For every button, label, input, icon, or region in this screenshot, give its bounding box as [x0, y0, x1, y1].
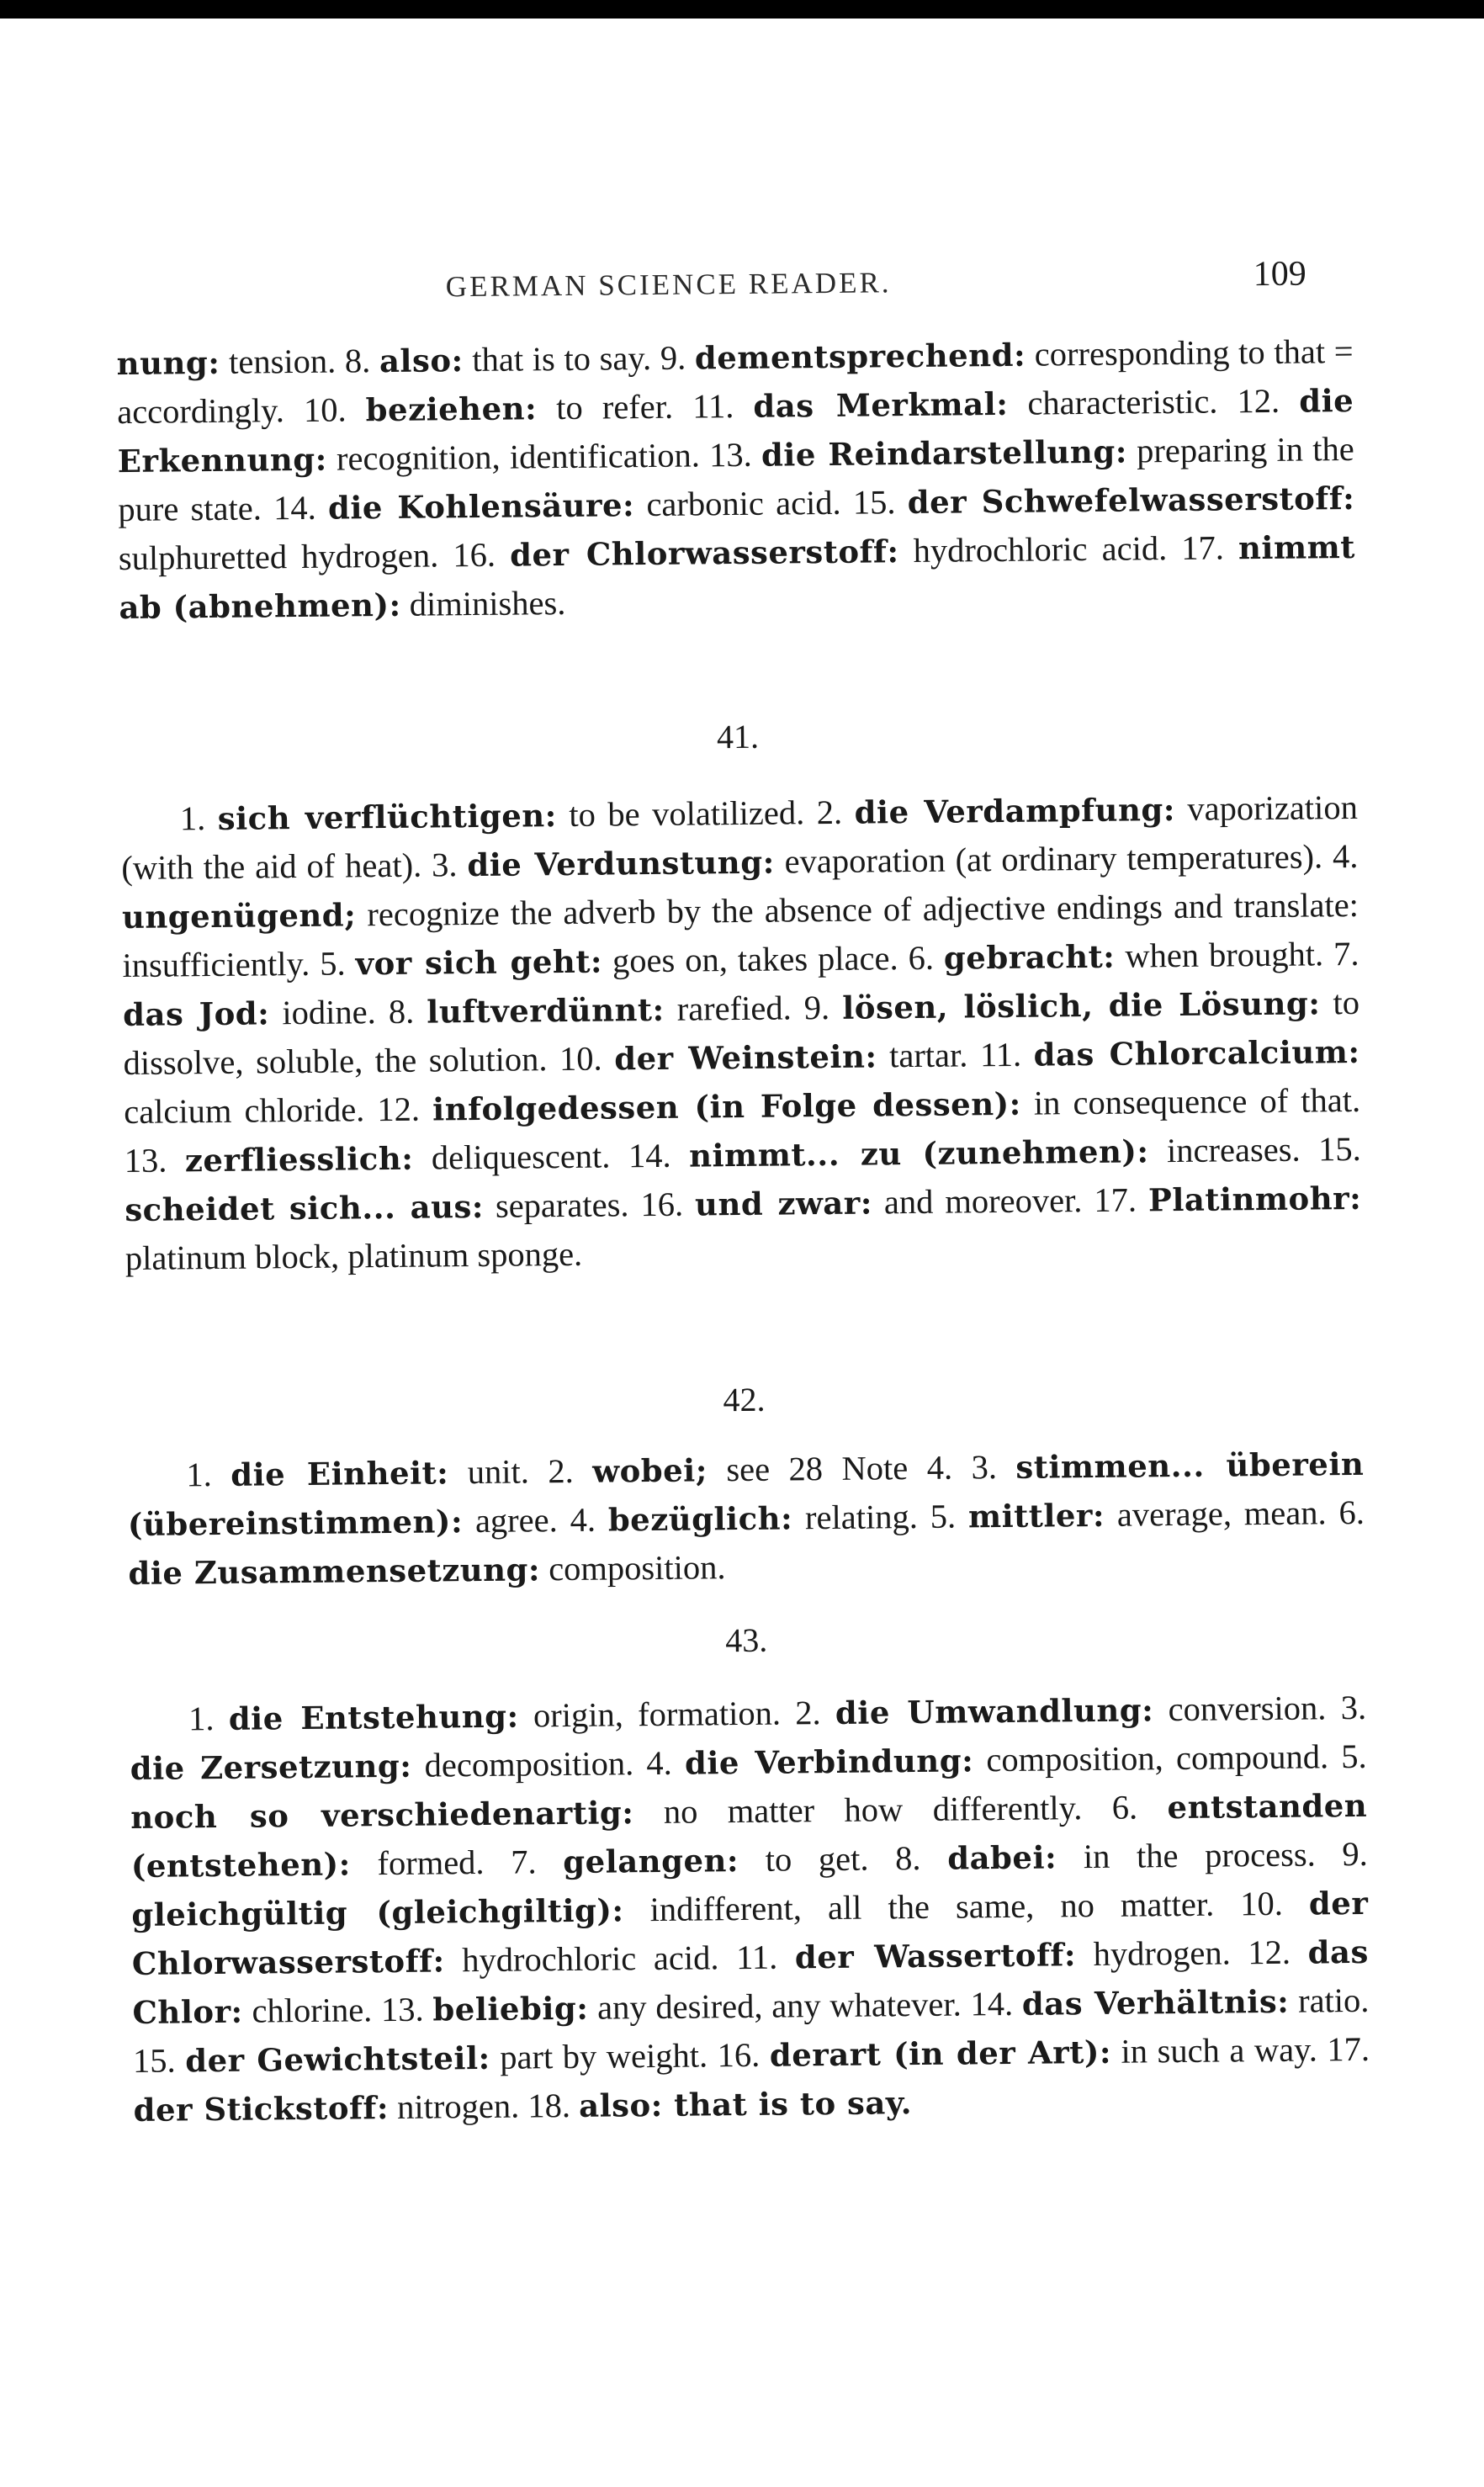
headword: noch so verschiedenartig: — [130, 1794, 634, 1836]
headword: der Schwefelwasserstoff: — [907, 479, 1355, 522]
gloss: agree. 4. — [462, 1500, 609, 1540]
headword: die Zersetzung: — [130, 1747, 412, 1787]
gloss: any desired, any whatever. 14. — [588, 1984, 1023, 2027]
headword: beziehen: — [365, 390, 538, 429]
notes-paragraph-42 — [127, 1440, 1365, 1598]
gloss: indifferent, all the same, no matter. 10. — [623, 1884, 1310, 1929]
headword: die Entstehung: — [228, 1697, 519, 1737]
gloss: 1. — [186, 1455, 231, 1494]
headword: vor sich geht: — [355, 942, 603, 983]
headword: gleichgültig (gleichgiltig): — [131, 1891, 624, 1933]
gloss: see 28 Note 4. 3. — [707, 1447, 1016, 1489]
gloss: goes on, takes place. 6. — [602, 938, 945, 980]
gloss: in the process. 9. — [1056, 1834, 1368, 1876]
headword: also: that is to say. — [578, 2084, 913, 2124]
headword: das Merkmal: — [753, 384, 1009, 425]
gloss: sulphuretted hydrogen. 16. — [118, 535, 511, 578]
gloss: that is to say. 9. — [463, 338, 696, 379]
gloss: and moreover. 17. — [872, 1180, 1149, 1222]
gloss: tartar. 11. — [877, 1035, 1034, 1075]
headword: die Einheit: — [231, 1454, 449, 1493]
gloss: carbonic acid. 15. — [634, 483, 908, 524]
gloss: to refer. 11. — [536, 386, 754, 427]
gloss: rarefied. 9. — [664, 988, 843, 1028]
headword: infolgedessen (in Folge dessen): — [432, 1084, 1021, 1128]
gloss: to be volatilized. 2. — [556, 793, 855, 835]
headword: ungenügend; — [121, 896, 357, 936]
headword: beliebig: — [432, 1989, 589, 2028]
gloss: ratio. 15. — [132, 1981, 1370, 2080]
gloss: hydrogen. 12. — [1075, 1933, 1308, 1974]
continued-notes — [116, 327, 1355, 632]
notes-section-43 — [130, 1684, 1370, 2134]
headword: das Verhältnis: — [1021, 1982, 1290, 2023]
gloss: to get. 8. — [738, 1838, 948, 1880]
headword: die Verdunstung: — [467, 843, 775, 884]
gloss: origin, formation. 2. — [518, 1693, 836, 1735]
gloss: relating. 5. — [792, 1497, 969, 1537]
gloss: when brought. 7. — [1115, 934, 1359, 975]
gloss: tension. 8. — [220, 342, 380, 381]
headword: die Kohlensäure: — [327, 486, 635, 527]
headword: bezüglich: — [607, 1499, 793, 1539]
gloss: part by weight. 16. — [490, 2035, 771, 2076]
gloss: to dissolve, soluble, the solution. 10. — [123, 983, 1360, 1083]
headword: der Gewichtsteil: — [185, 2039, 490, 2080]
headword: nimmt... zu (zunehmen): — [688, 1132, 1149, 1175]
headword: dabei: — [946, 1838, 1057, 1877]
notes-paragraph-43 — [130, 1684, 1370, 2134]
headword: also: — [379, 342, 464, 380]
notes-section-41 — [121, 783, 1362, 1282]
gloss: 1. — [188, 1699, 230, 1738]
page-number: 109 — [1253, 254, 1306, 294]
gloss: platinum block, platinum sponge. — [125, 1234, 583, 1278]
headword: stimmen... überein (übereinstimmen): — [127, 1445, 1365, 1544]
section-number-42: 42. — [723, 1380, 766, 1419]
headword: das Jod: — [122, 994, 270, 1034]
headword: gelangen: — [563, 1842, 739, 1881]
gloss: decomposition. 4. — [411, 1743, 686, 1784]
gloss: characteristic. 12. — [1008, 381, 1300, 422]
headword: der Weinstein: — [613, 1037, 877, 1078]
headword: das Chlor: — [132, 1933, 1370, 2031]
gloss: 1. — [179, 798, 219, 838]
gloss: calcium chloride. 12. — [123, 1090, 433, 1132]
gloss: corresponding to that = accordingly. 10. — [117, 331, 1354, 432]
gloss: evaporation (at ordinary temperatures). 4. — [774, 836, 1359, 881]
headword: luftverdünnt: — [427, 990, 665, 1031]
headword: dementsprechend: — [694, 336, 1026, 377]
running-head: GERMAN SCIENCE READER. — [445, 266, 892, 304]
headword: zerfliesslich: — [184, 1139, 414, 1180]
headword: der Chlorwasserstoff: — [509, 533, 899, 574]
headword: der Stickstoff: — [133, 2089, 390, 2129]
gloss: vaporization (with the aid of heat). 3. — [121, 787, 1359, 888]
section-number-41: 41. — [716, 717, 760, 756]
headword: gebracht: — [943, 937, 1116, 977]
gloss: in consequence of that. 13. — [124, 1080, 1361, 1180]
continued-notes-paragraph — [116, 327, 1355, 632]
notes-paragraph-41 — [121, 783, 1362, 1282]
gloss: average, mean. 6. — [1104, 1493, 1365, 1534]
headword: der Chlorwasserstoff: — [131, 1884, 1369, 1982]
headword: die Reindarstellung: — [761, 432, 1128, 474]
gloss: composition, compound. 5. — [973, 1737, 1367, 1779]
gloss: chlorine. 13. — [242, 1990, 433, 2030]
gloss: iodine. 8. — [269, 992, 427, 1032]
headword: mittler: — [967, 1496, 1105, 1535]
headword: die Umwandlung: — [835, 1691, 1154, 1731]
gloss: separates. 16. — [483, 1185, 696, 1225]
gloss: conversion. 3. — [1153, 1688, 1367, 1729]
headword: die Zusammensetzung: — [128, 1551, 541, 1593]
section-number-43: 43. — [725, 1620, 768, 1660]
headword: lösen, löslich, die Lösung: — [842, 984, 1321, 1026]
gloss: hydrochloric acid. 11. — [444, 1938, 796, 1980]
gloss: nitrogen. 18. — [388, 2086, 580, 2127]
headword: sich verflüchtigen: — [217, 797, 558, 837]
gloss: recognize the adverb by the absence of adjective endings and translate: insufficiently. 5. — [122, 885, 1359, 985]
gloss: deliquescent. 14. — [413, 1136, 690, 1177]
headword: die Verdampfung: — [854, 791, 1176, 831]
headword: derart (in der Art): — [769, 2033, 1112, 2074]
headword: entstanden (entstehen): — [130, 1786, 1368, 1885]
gloss: in such a way. 17. — [1110, 2029, 1370, 2071]
gloss: unit. 2. — [448, 1451, 593, 1492]
gloss: formed. 7. — [350, 1843, 564, 1883]
gloss: no matter how differently. 6. — [633, 1788, 1168, 1832]
headword: die Verbindung: — [684, 1742, 974, 1782]
gloss: preparing in the pure state. 14. — [118, 429, 1354, 529]
gloss: diminishes. — [400, 583, 566, 623]
notes-section-42 — [127, 1440, 1365, 1598]
headword: das Chlorcalcium: — [1033, 1032, 1360, 1074]
headword: nimmt ab (abnehmen): — [119, 528, 1356, 627]
headword: und zwar: — [694, 1184, 873, 1223]
headword: wobei; — [592, 1451, 708, 1490]
headword: scheidet sich... aus: — [125, 1187, 485, 1229]
gloss: hydrochloric acid. 17. — [898, 528, 1239, 570]
headword: Platinmohr: — [1147, 1179, 1362, 1219]
gloss: increases. 15. — [1148, 1129, 1361, 1170]
headword: nung: — [116, 343, 220, 383]
headword: die Erkennung: — [117, 381, 1354, 480]
headword: der Wassertoff: — [794, 1936, 1077, 1976]
gloss: recognition, identification. 13. — [326, 435, 762, 478]
gloss: composition. — [539, 1548, 726, 1588]
